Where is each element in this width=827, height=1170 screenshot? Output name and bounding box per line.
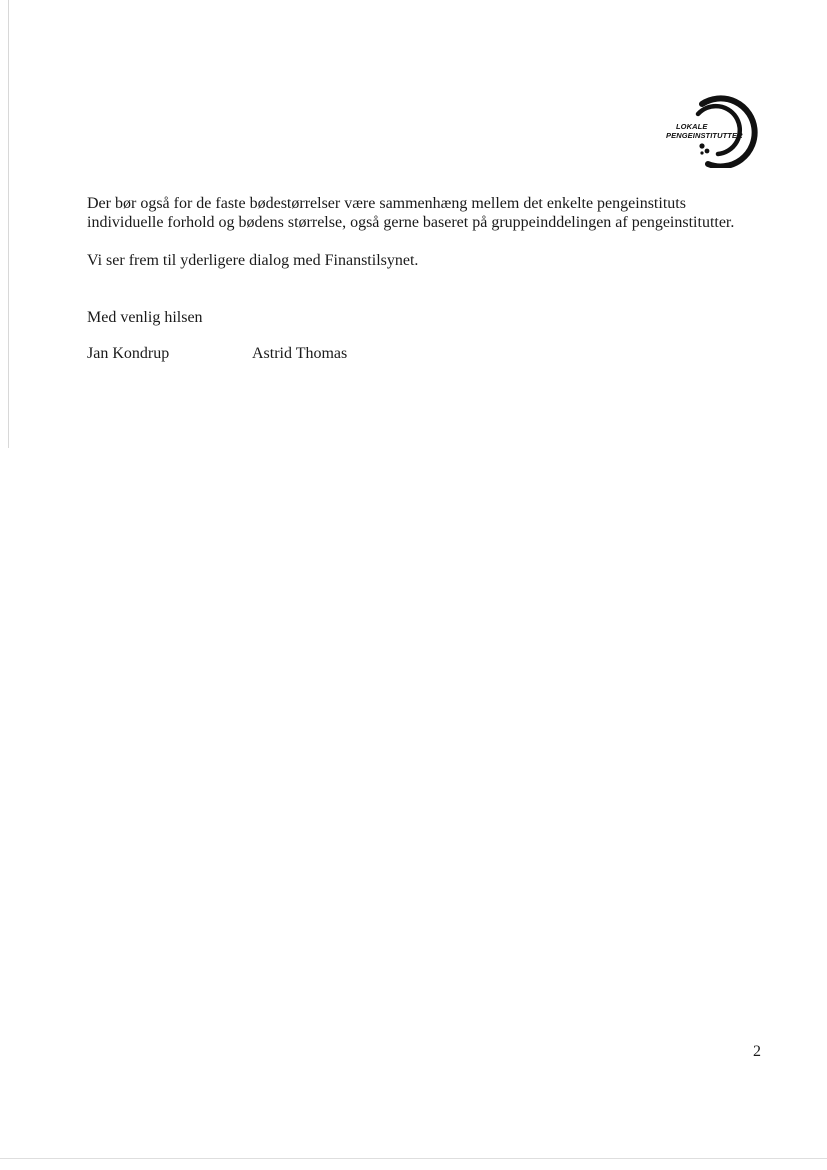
lokale-pengeinstitutter-logo <box>662 90 762 168</box>
logo-text-lokale: LOKALE <box>676 122 708 131</box>
page-number: 2 <box>753 1043 761 1060</box>
signatory-name: Astrid Thomas <box>252 345 348 362</box>
scan-edge-line <box>8 0 9 448</box>
signatory-name: Jan Kondrup <box>87 345 170 362</box>
scan-edge-line <box>0 1158 827 1159</box>
logo-text-pengeinstitutter: PENGEINSTITUTTER <box>666 131 743 140</box>
body-paragraph-1: Der bør også for de faste bødestørrelser være sammenhæng mellem det enkelte pengeinstituts individuelle forhold og bødens størrelse, også gerne baseret på gruppeinddelingen af pengeinstitutter. <box>87 195 735 231</box>
body-paragraph-2: Vi ser frem til yderligere dialog med Finanstilsynet. <box>87 252 419 269</box>
closing-salutation: Med venlig hilsen <box>87 309 203 326</box>
